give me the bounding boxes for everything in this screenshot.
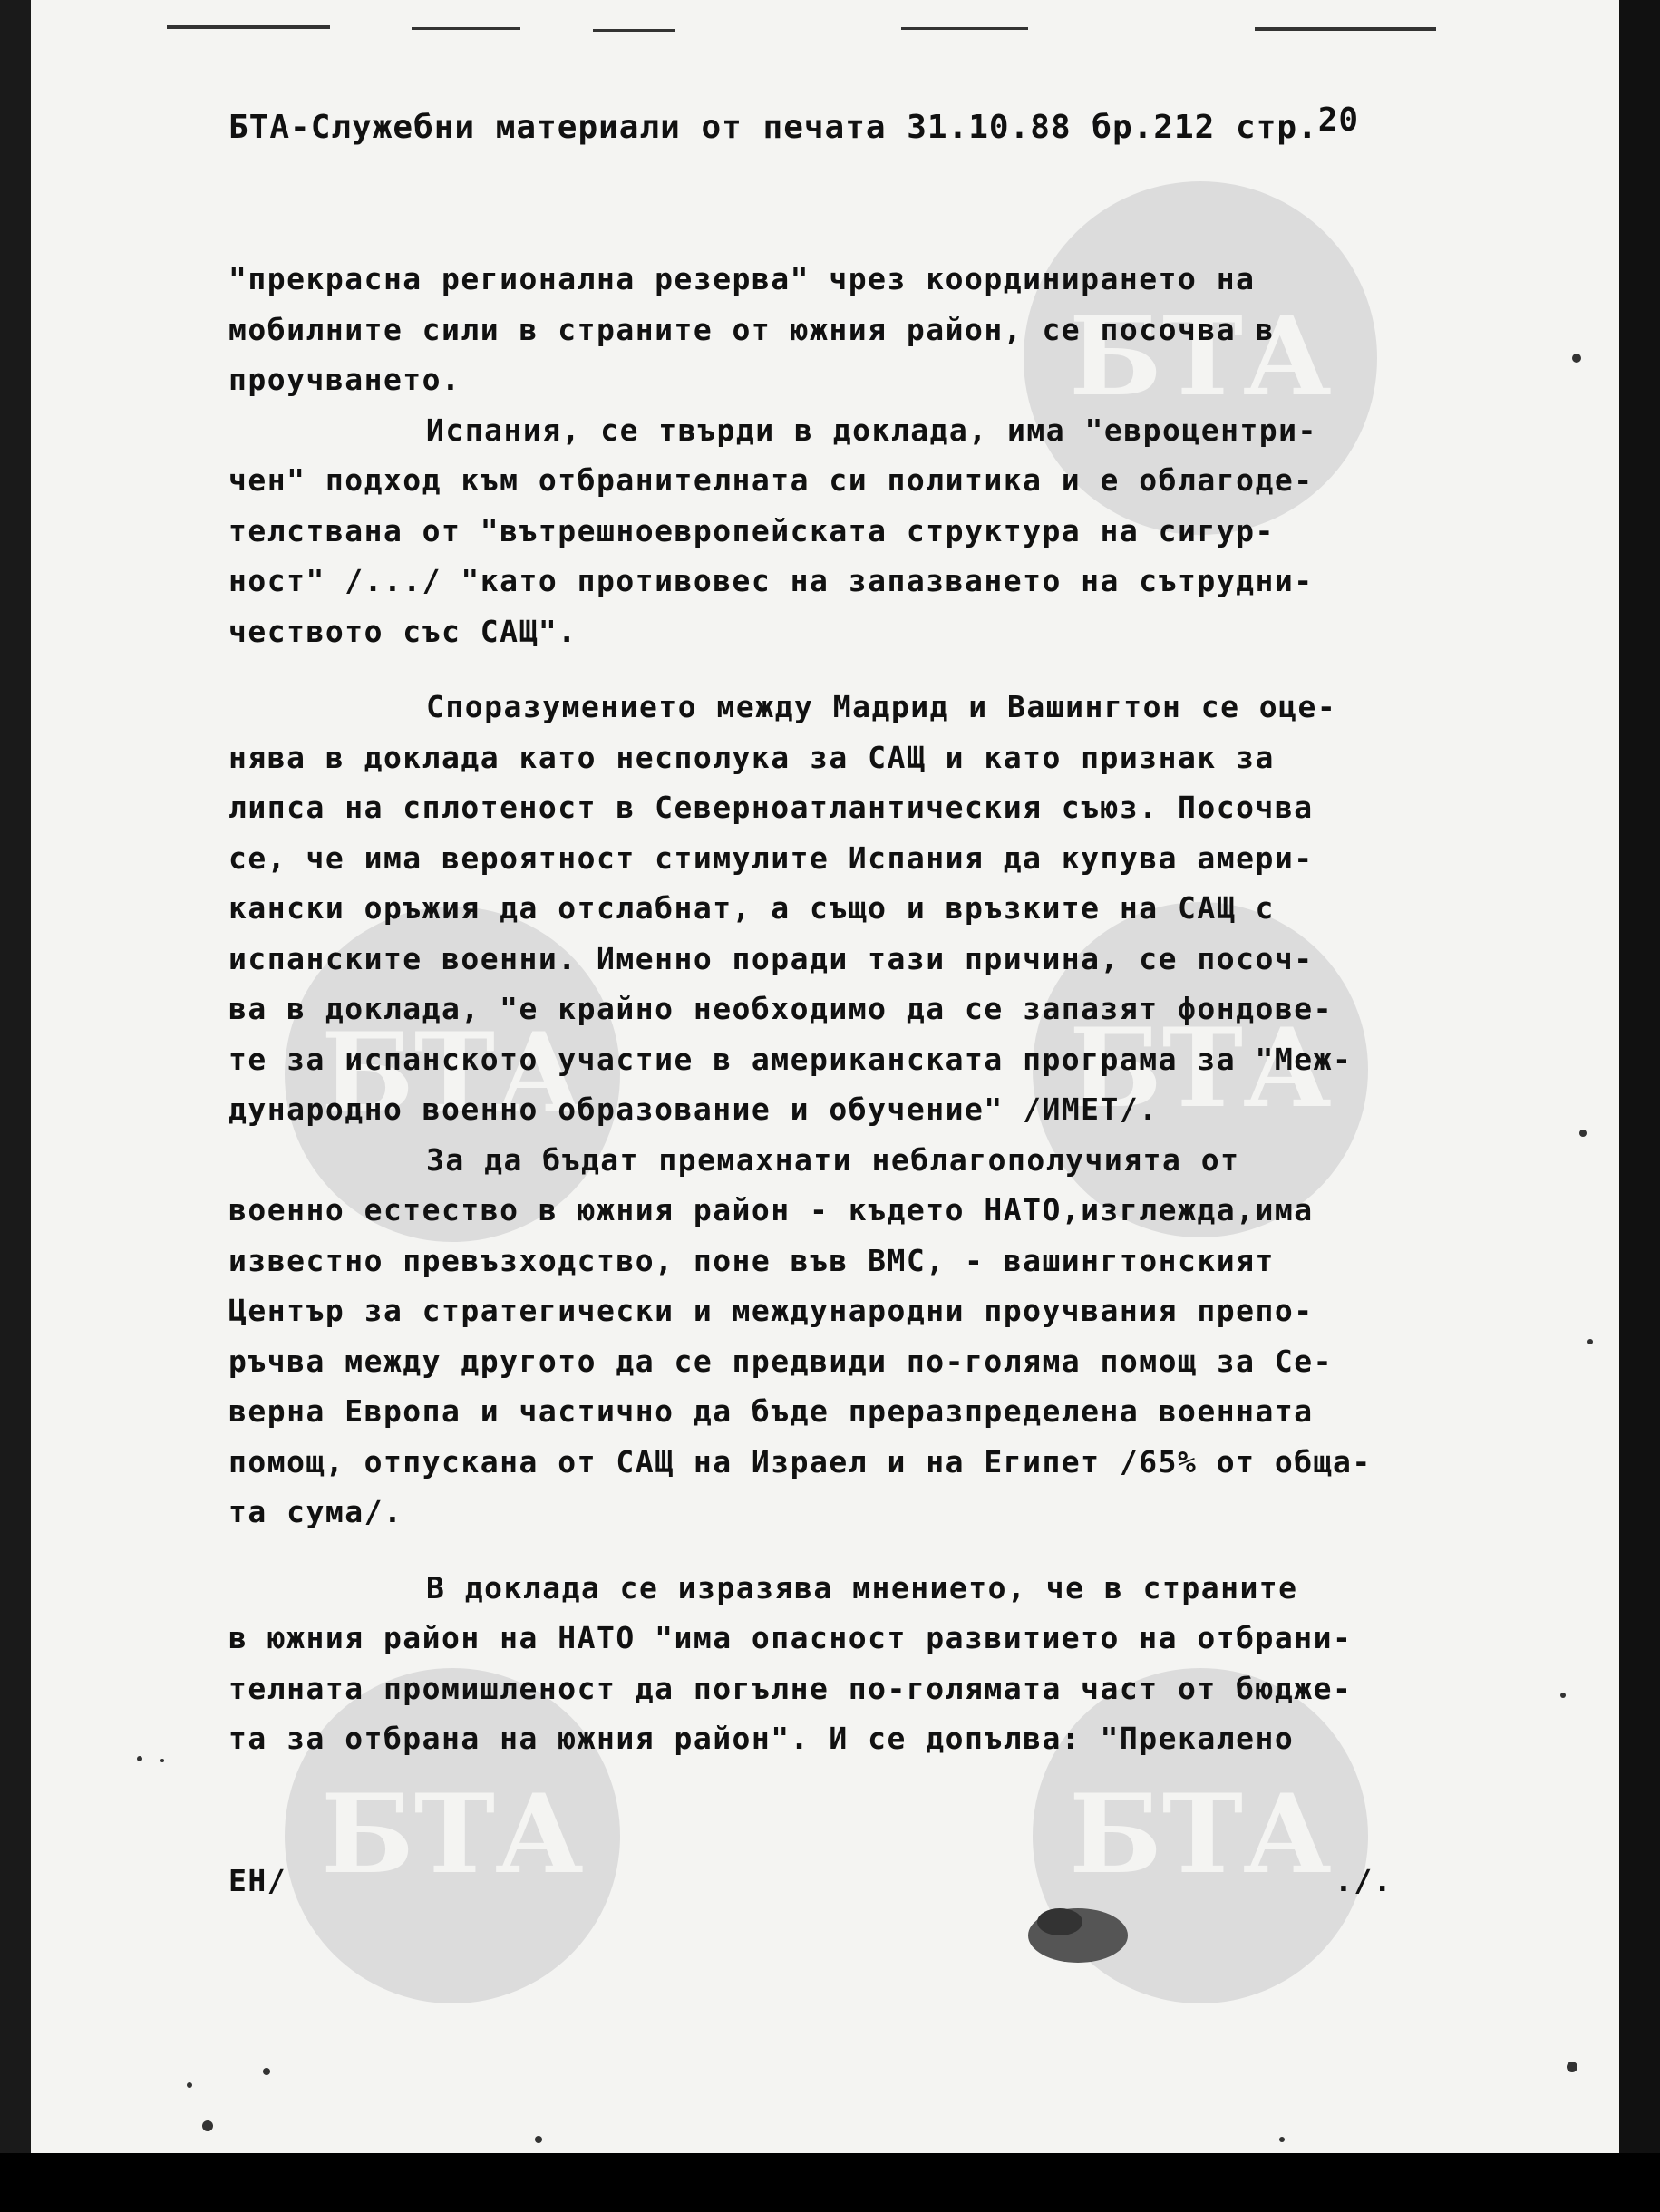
scan-bottom-border [0,2153,1660,2212]
text-line: проучването. [228,362,461,397]
text-line: кански оръжия да отслабнат, а също и връзките на САЩ с [228,890,1275,926]
header-text: БТА-Служебни материали от печата 31.10.88 бр.212 стр. [228,109,1318,146]
text-line: ръчва между другото да се предвиди по-голяма помощ за Се- [228,1343,1333,1379]
text-line: нява в доклада като несполука за САЩ и като признак за [228,739,1275,775]
text-line: ност" /.../ "като противовес на запазването на сътрудни- [228,563,1314,598]
paragraph [228,1563,1461,1764]
text-line: се, че има вероятност стимулите Испания да купува амери- [228,839,1314,876]
text-line: "прекрасна регионална резерва" чрез координирането на [228,261,1256,296]
text-line: Център за стратегически и международни проучвания препо- [228,1293,1314,1328]
svg-text:БТА: БТА [1069,293,1332,421]
text-line: дународно военно образование и обучение" /ИМЕТ/. [228,1091,1159,1127]
text-line: та сума/. [228,1494,403,1529]
paragraph [228,405,1461,657]
ink-smudge [1028,1908,1128,1963]
text-line: известно превъзходство, поне във ВМС, - вашингтонският [228,1242,1275,1278]
continuation-mark: ./. [1335,1863,1393,1898]
paragraph [228,1135,1461,1538]
document-page [31,0,1619,2153]
text-line: ва в доклада, "е крайно необходимо да се запазят фондове- [228,991,1333,1026]
svg-text:БТА: БТА [1069,1771,1332,1898]
text-line: помощ, отпускана от САЩ на Израел и на Египет /65% от обща- [228,1443,1372,1480]
text-line: испанските военни. Именно поради тази причина, се посоч- [228,940,1314,976]
text-line: те за испанското участие в американската програма за "Меж- [228,1041,1353,1077]
scan-left-border [0,0,31,2153]
text-line: чеството със САЩ". [228,613,578,649]
text-line: мобилните сили в страните от южния район, се посочва в [228,311,1275,347]
text-line: За да бъдат премахнати неблагополучията от [426,1141,1240,1178]
page-number: 20 [1317,102,1360,139]
article-body [228,254,1461,1764]
paragraph [228,682,1461,1135]
paragraph-gap [228,1538,1461,1563]
text-line: Испания, се твърди в доклада, има "евроцентри- [426,412,1317,448]
text-line: телствана от "вътрешноевропейската структура на сигур- [228,512,1275,548]
text-line: чен" подход към отбранителната си политика и е облагоде- [228,462,1314,498]
scan-right-border [1619,0,1660,2153]
text-line: липса на сплотеност в Северноатлантическия съюз. Посочва [228,790,1314,825]
svg-text:БТА: БТА [321,1009,584,1137]
text-line: телната промишленост да погълне по-голямата част от бюдже- [228,1670,1353,1706]
paragraph [228,254,1461,405]
text-line: в южния район на НАТО "има опасност развитието на отбрани- [228,1620,1353,1655]
text-line: В доклада се изразява мнението, че в страните [426,1569,1298,1606]
text-line: военно естество в южния район - където НАТО,изглежда,има [228,1192,1314,1227]
paragraph-gap [228,656,1461,682]
text-line: Споразумението между Мадрид и Вашингтон се оце- [426,689,1337,724]
text-line: верна Европа и частично да бъде преразпределена военната [228,1393,1314,1429]
author-initials: ЕН/ [228,1863,287,1898]
text-line: та за отбрана на южния район". И се допълва: "Прекалено [228,1721,1295,1756]
svg-text:БТА: БТА [1069,1004,1332,1132]
svg-text:БТА: БТА [321,1771,584,1898]
page-header [228,102,1360,146]
